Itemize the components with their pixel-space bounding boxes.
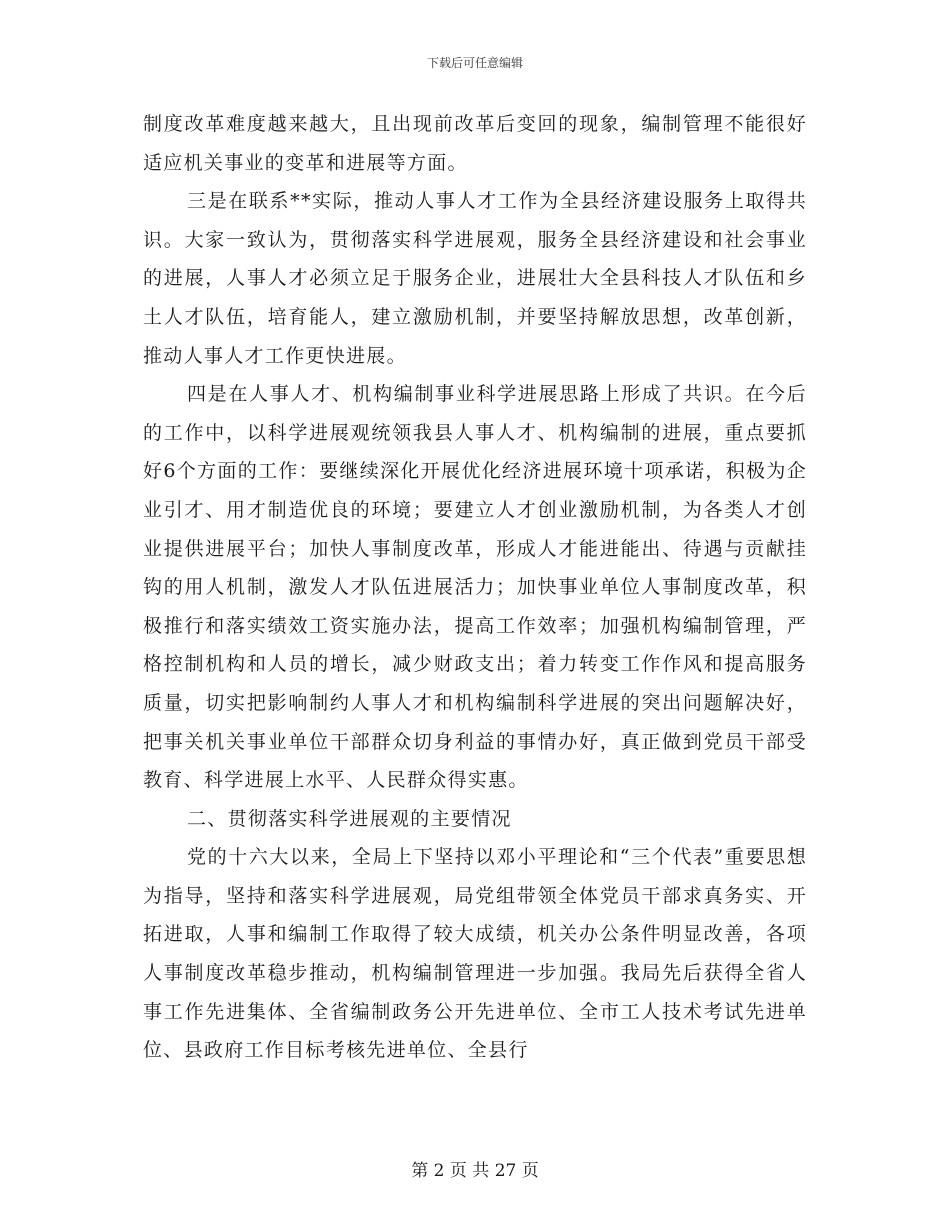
paragraph-continuation: 制度改革难度越来越大，且出现前改革后变回的现象，编制管理不能很好适应机关事业的变革和进展等方面。 xyxy=(143,113,807,174)
document-body xyxy=(143,105,807,1070)
paragraph-main-situation: 党的十六大以来，全局上下坚持以邓小平理论和“三个代表”重要思想为指导，坚持和落实科学进展观，局党组带领全体党员干部求真务实、开拓进取，人事和编制工作取得了较大成绩，机关办公条件明显改善，各项人事制度改革稳步推动，机构编制管理进一步加强。我局先后获得全省人事工作先进集体、全省编制政务公开先进单位、全市工人技术考试先进单位、县政府工作目标考核先进单位、全县行 xyxy=(143,846,807,1062)
section-heading: 二、贯彻落实科学进展观的主要情况 xyxy=(187,807,512,830)
page-header: 下载后可任意编辑 xyxy=(426,56,523,70)
paragraph-point-three: 三是在联系**实际，推动人事人才工作为全县经济建设服务上取得共识。大家一致认为，贯彻落实科学进展观，服务全县经济建设和社会事业的进展，人事人才必须立足于服务企业，进展壮大全县科技人才队伍和乡土人才队伍，培育能人，建立激励机制，并要坚持解放思想，改革创新，推动人事人才工作更快进展。 xyxy=(143,190,807,367)
page-number-footer: 第 2 页 共 27 页 xyxy=(411,1161,539,1181)
paragraph-point-four: 四是在人事人才、机构编制事业科学进展思路上形成了共识。在今后的工作中，以科学进展观统领我县人事人才、机构编制的进展，重点要抓好6个方面的工作：要继续深化开展优化经济进展环境十项承诺，积极为企业引才、用才制造优良的环境；要建立人才创业激励机制，为各类人才创业提供进展平台；加快人事制度改革，形成人才能进能出、待遇与贡献挂钩的用人机制，激发人才队伍进展活力；加快事业单位人事制度改革，积极推行和落实绩效工资实施办法，提高工作效率；加强机构编制管理，严格控制机构和人员的增长，减少财政支出；着力转变工作作风和提高服务质量，切实把影响制约人事人才和机构编制科学进展的突出问题解决好，把事关机关事业单位干部群众切身利益的事情办好，真正做到党员干部受教育、科学进展上水平、人民群众得实惠。 xyxy=(143,383,807,792)
